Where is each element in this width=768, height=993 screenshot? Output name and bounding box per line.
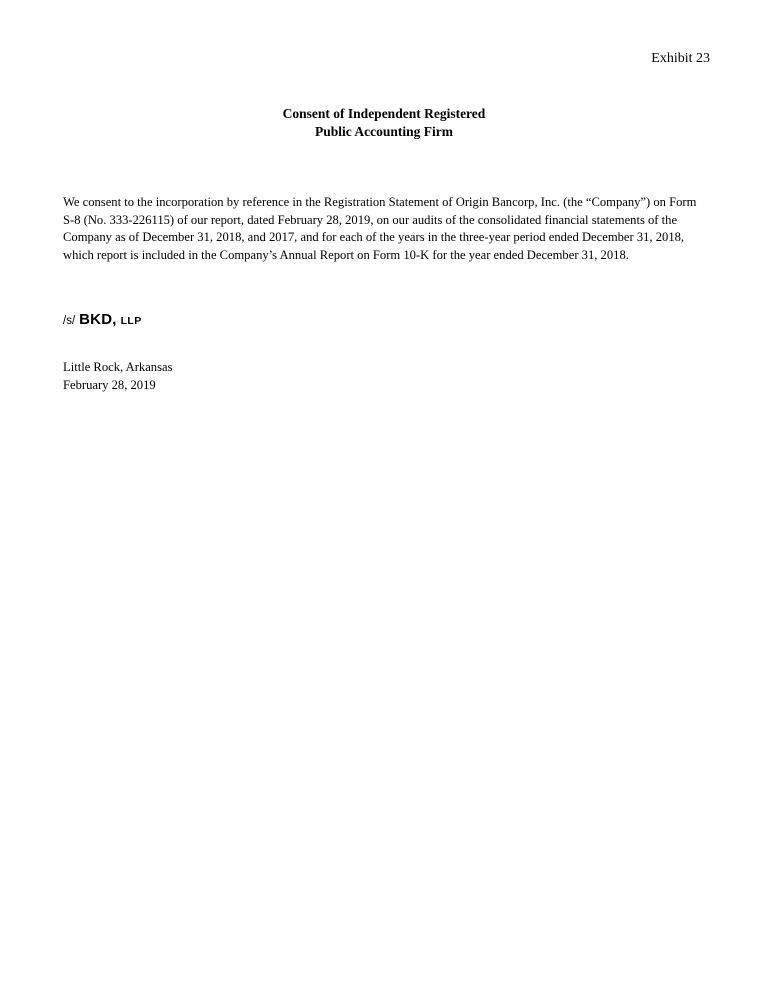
document-title (0, 105, 768, 141)
signature-date: February 28, 2019 (63, 377, 156, 392)
consent-paragraph: We consent to the incorporation by reference in the Registration Statement of Origin Bancorp, Inc. (the “Company”) on Form S-8 (No. 333-226115) of our report, dated February 28, 2019, on our audits of the consolidated financial statements of the Company as of December 31, 2018, and 2017, and for each of the years in the three-year period ended December 31, 2018, which report is included in the Company’s Annual Report on Form 10-K for the year ended December 31, 2018. (63, 195, 697, 262)
signature-line (63, 311, 142, 329)
title-line-1: Consent of Independent Registered (282, 106, 486, 121)
signature-firm-suffix: LLP (120, 315, 142, 327)
signature-firm-name: BKD, (79, 311, 117, 328)
exhibit-label: Exhibit 23 (651, 51, 710, 66)
title-line-2: Public Accounting Firm (315, 124, 453, 139)
signature-prefix: /s/ (63, 315, 76, 327)
signature-location: Little Rock, Arkansas (63, 360, 173, 374)
signature-block (63, 359, 172, 394)
